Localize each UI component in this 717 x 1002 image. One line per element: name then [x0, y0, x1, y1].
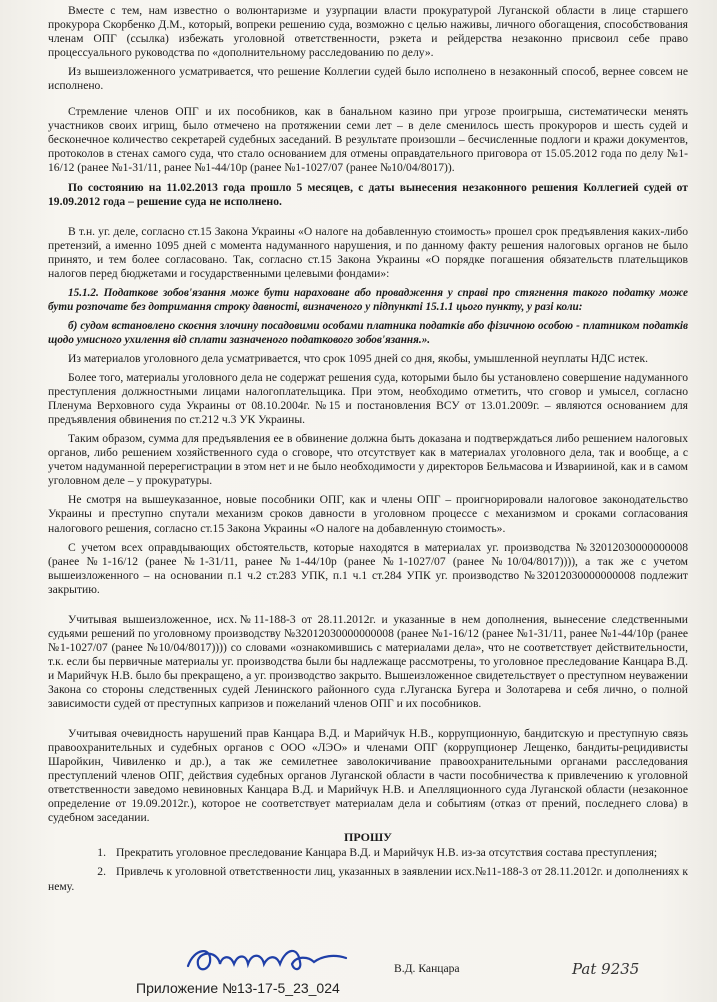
paragraph-12 — [48, 727, 688, 825]
paragraph-text: С учетом всех оправдывающих обстоятельств, которые находятся в материалах уг. производства №32012030000000008 (ранее №1-16/12 (ранее №1-31/11, ранее №1-44/10р (ранее №1-1027/07 (ранее №10/04/8017)))), а так же с учетом вышеизложенного – на основании п.1 ч.2 ст.283 УПК, п.1 ч.1 ст.284 УПК уг. производство №32012030000000008 подлежит закрытию. — [48, 540, 688, 596]
signer-name: В.Д. Канцара — [394, 962, 460, 975]
request-heading: ПРОШУ — [344, 830, 392, 845]
handwritten-note — [570, 954, 660, 980]
paragraph-5 — [48, 225, 688, 281]
request-text: Привлечь к уголовной ответственности лиц, указанных в заявлении исх.№11-188-3 от 28.11.2012г. и дополнениях к нему. — [48, 865, 688, 893]
law-quote-2 — [48, 319, 688, 347]
paragraph-9 — [48, 493, 688, 535]
request-number: 1. — [97, 846, 106, 860]
paragraph-text: Не смотря на вышеуказанное, новые пособники ОПГ, как и члены ОПГ – проигнорировали налоговое законодательство Украины и преступно спутали механизм сроков давности в уголовном процессе с механизмом и сроками согласования налогового решения, согласно ст.15 Закона Украины «О налоге на добавленную стоимость». — [48, 493, 688, 535]
paragraph-text: В т.н. уг. деле, согласно ст.15 Закона Украины «О налоге на добавленную стоимость» прошел срок предъявления каких-либо претензий, а именно 1095 дней с момента надуманного нарушения, и по данному факту решения налоговых органов не было принято, и тем более согласовано. Так, согласно ст.15 Закона Украины «О порядке погашения обязательств плательщиков налогов перед бюджетами и государственными целевыми фондами»: — [48, 224, 688, 280]
quote-text: 15.1.2. Податкове зобов'язання може бути нараховане або провадження у справі про стягнення такого податку може бути розпочате без дотримання строку давності, визначеного у підпункті 15.1.1 цього пункту, у разі коли: — [48, 286, 688, 313]
paragraph-text: Более того, материалы уголовного дела не содержат решения суда, которыми было бы установлено совершение надуманного преступления должностными лицами налогоплательщика. При этом, необходимо отметить, что сговор и умысел, согласно Пленума Верховного суда Украины от 08.10.2004г. №15 и постановления ВСУ от 13.01.2009г. – являются основанием для предъявления обвинения по ст.212 ч.3 УК Украины. — [48, 371, 688, 427]
document-body — [48, 4, 688, 899]
paragraph-3 — [48, 105, 688, 175]
paragraph-text: Таким образом, сумма для предъявления ее в обвинение должна быть доказана и подтверждаться либо решением налоговых органов, либо решением хозяйственного суда о сговоре, что отсутствует как в материалах уголовного дела, так и вообще, а с учетом надуманной перерегистрации в этом нет и не было необходимости у директоров Бельмасова и Изварииной, как и в самом уголовном деле – у прокуратуры. — [48, 432, 688, 488]
paragraph-text: Из материалов уголовного дела усматривается, что срок 1095 дней со дня, якобы, умышленной неуплаты НДС истек. — [68, 351, 648, 365]
signature-image — [182, 942, 352, 978]
request-item-1 — [48, 846, 688, 860]
handwritten-note-text: Pat 9235 — [572, 960, 640, 978]
paragraph-6 — [48, 352, 688, 366]
law-quote-1 — [48, 286, 688, 314]
paragraph-8 — [48, 432, 688, 488]
request-number: 2. — [97, 865, 106, 879]
paragraph-11 — [48, 613, 688, 711]
paragraph-1 — [48, 4, 688, 60]
request-item-2 — [48, 865, 688, 893]
paragraph-7 — [48, 371, 688, 427]
paragraph-4 — [48, 181, 688, 209]
quote-text: б) судом встановлено скоєння злочину посадовими особами платника податків або фізичною особою - платником податків щодо умисного ухилення від сплати зазначеного податкового зобов'язання.». — [48, 319, 688, 346]
paragraph-text: Из вышеизложенного усматривается, что решение Коллегии судей было исполнено в незаконный способ, вернее совсем не исполнено. — [48, 65, 688, 93]
paragraph-text: Вместе с тем, нам известно о волюнтаризме и узурпации власти прокуратурой Луганской области в лице старшего прокурора Скорбенко Д.М., который, вопреки решению суда, возможно с целью наживы, личного обогащения, способствования членам ОПГ (ссылка) избежать уголовной ответственности, рэкета и рейдерства незаконно присвоил себе право процессуального руководства по «дополнительному расследованию по делу». — [48, 4, 688, 60]
signature-row — [0, 952, 717, 982]
request-text: Прекратить уголовное преследование Канцара В.Д. и Марийчук Н.В. из-за отсутствия состава преступления; — [116, 846, 658, 860]
paragraph-10 — [48, 541, 688, 597]
paragraph-text: Стремление членов ОПГ и их пособников, как в банальном казино при угрозе проигрыша, систематически менять участников своих игрищ, было отмечено на протяжении семи лет – в деле сменилось шесть прокуроров и шесть судей и бесконечное количество секретарей судебных заседаний. В результате произошли – бесчисленные подлоги и кражи документов, протоколов в стенах самого суда, что стало основанием для отмены оправдательного приговора от 15.05.2012 года по делу №1-16/12 (ранее №1-31/11, ранее №1-44/10р (ранее №1-1027/07 (ранее №10/04/8017)). — [48, 105, 688, 175]
attachment-caption: Приложение №13-17-5_23_024 — [136, 980, 340, 996]
paragraph-2 — [48, 65, 688, 93]
paragraph-text: По состоянию на 11.02.2013 года прошло 5 месяцев, с даты вынесения незаконного решения Коллегией судей от 19.09.2012 года – решение суда не исполнено. — [48, 180, 688, 208]
paragraph-text: Учитывая очевидность нарушений прав Канцара В.Д. и Марийчук Н.В., коррупционную, бандитскую и преступную связь правоохранительных и судебных органов с ООО «ЛЭО» и членами ОПГ (коррупционер Лещенко, бандиты-рецидивисты Шаройкин, Чивиленко и др.), а так же семилетнее заволокичивание правоохранительными органами расследования преступлений членов ОПГ, действия судебных органов Луганской области в части пособничества к привлечению к уголовной ответственности заведомо невиновных Канцара В.Д. и Марийчук Н.В. и Апелляционного суда Луганской области (незаконное определение от 19.09.2012г.), которое не соответствует материалам дела и событиям (отказ от прений, последнего слова) в судебном заседании. — [48, 727, 688, 825]
paragraph-text: Учитывая вышеизложенное, исх.№11-188-3 от 28.11.2012г. и указанные в нем дополнения, вынесение следственными судьями решений по уголовному производству №32012030000000008 (ранее №1-16/12 (ранее №1-31/11, ранее №1-44/10р (ранее №1-1027/07 (ранее №10/04/8017)))) со словами «ознакомившись с материалами дела», что не соответствует действительности, т.к. если бы первичные материалы уг. производства были бы надлежаще рассмотрены, то уголовное преследование Канцара В.Д. и Марийчук Н.В. было бы прекращено, а уг. производство закрыто. Вышеизложенное свидетельствует о преступном неуважении Закона со стороны следственных судей Ленинского районного суда г.Луганска Бугера и Золотарева и себя лично, о полной зависимости судей от преступных капризов и пожеланий членов ОПГ и их пособников. — [48, 612, 688, 711]
